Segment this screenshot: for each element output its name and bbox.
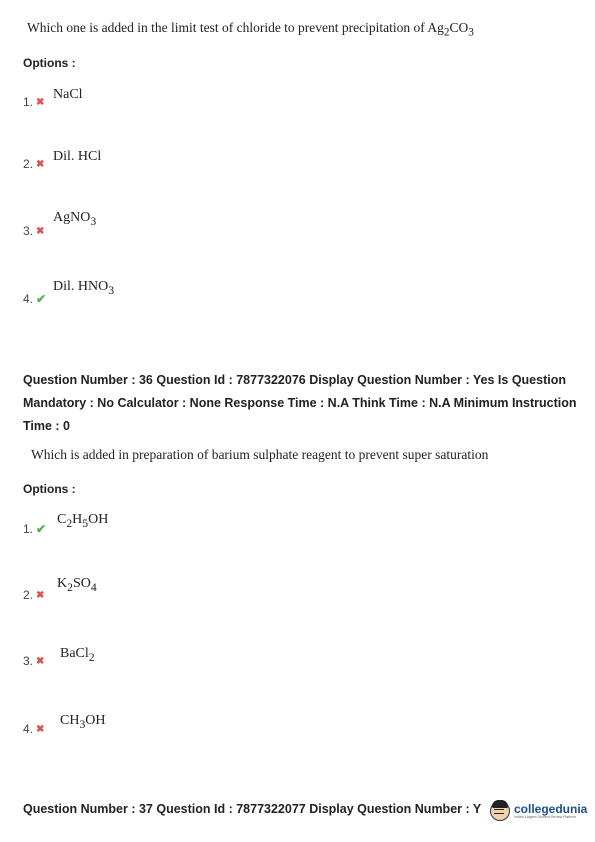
meta-line: Time : 0 [23,419,71,433]
option-text: AgNO$_3$ [53,210,97,228]
option-number [23,654,44,668]
option-text: $CH_3OH$ [60,713,106,731]
check-icon: ✔ [36,292,47,306]
check-icon: ✔ [36,522,47,536]
options-label: Options : [23,56,76,70]
option-text: Dil. HCl [53,149,102,164]
cross-icon: ✖ [36,96,45,108]
meta-line: Mandatory : No Calculator : None Response Time : N.A Think Time : N.A Minimum Instruction [23,396,577,410]
option-index: 3. [23,654,34,668]
option-index: 4. [23,292,34,306]
option-index: 4. [23,722,34,736]
cross-icon: ✖ [36,589,45,601]
option-number [23,292,46,306]
question-text: Which one is added in the limit test of chloride to prevent precipitation of $Ag_2CO_3$ [27,20,474,39]
option-index: 1. [23,522,34,536]
option-number [23,224,44,238]
logo-name: collegedunia [514,801,588,816]
meta-line: Question Number : 36 Question Id : 7877322076 Display Question Number : Yes Is Question [23,373,566,387]
option-text: Dil. $HNO_3$ [53,279,115,297]
logo-wordmark [514,803,587,820]
option-text: BaCl$_2$ [60,646,95,664]
cross-icon: ✖ [36,723,45,735]
cross-icon: ✖ [36,655,45,667]
option-index: 2. [23,157,34,171]
option-number [23,522,46,536]
mascot-icon [490,801,510,821]
cross-icon: ✖ [36,158,45,170]
meta-line: Question Number : 37 Question Id : 7877322077 Display Question Number : Y [23,802,482,816]
options-label: Options : [23,482,76,496]
brand-logo [490,801,587,821]
option-index: 2. [23,588,34,602]
option-number [23,588,44,602]
logo-tagline: India's Largest Student Review Platform [514,814,577,819]
option-number [23,157,44,171]
option-text: $K_2SO_4$ [57,576,97,594]
question-meta [23,369,577,438]
question-meta [23,798,488,821]
option-number [23,722,44,736]
option-index: 3. [23,224,34,238]
question-text: Which is added in preparation of barium sulphate reagent to prevent super saturation [31,447,489,462]
option-number [23,95,44,109]
option-index: 1. [23,95,34,109]
cross-icon: ✖ [36,225,45,237]
option-text: NaCl [53,87,83,102]
option-text: $C_2H_5OH$ [57,512,109,530]
